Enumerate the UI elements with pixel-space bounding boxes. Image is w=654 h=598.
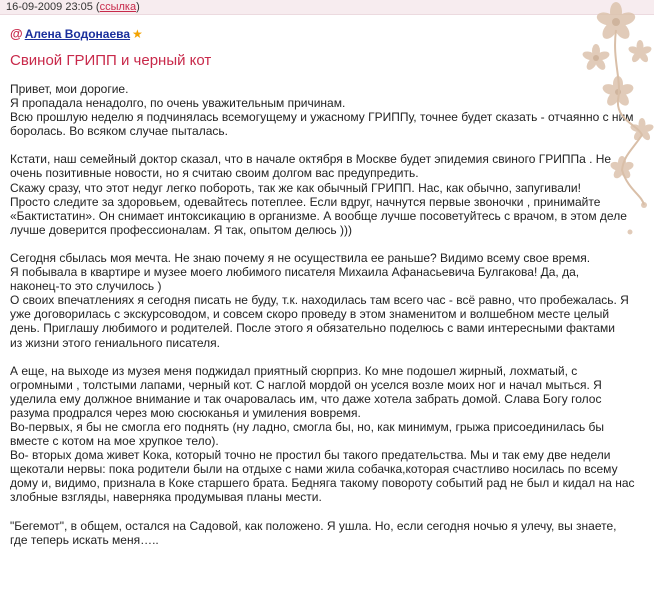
entry-timestamp: 16-09-2009 23:05 (6, 1, 93, 13)
post-paragraph-2: Кстати, наш семейный доктор сказал, что в начале октября в Москве будет эпидемия свиного ГРИППа . Не очень позитивные новости, но я считаю своим долгом вас предупредить. Скажу сразу, что этот недуг легко побороть, так же как обычный ГРИПП. Нас, как обычно, запугивали! Просто следите за здоровьем, одевайтесь потеплее. Если вдруг, начнутся первые звоночки , принимайте «Бактистатин». Он снимает интоксикацию в организме. А вообще лучше посоветуйтесь с врачом, в этом деле лучше доверится профессионалам. Я так, опытом делюсь ))) (10, 152, 627, 237)
flower-ornament-icon (582, 0, 654, 260)
post-body (10, 82, 654, 547)
post-paragraph-5: "Бегемот", в общем, остался на Садовой, как положено. Я ушла. Но, если сегодня ночью я улечу, вы знаете, где теперь искать меня….. (10, 518, 617, 547)
post-title: Свиной ГРИПП и черный кот (10, 52, 212, 69)
star-badge-icon: ★ (132, 27, 143, 41)
permalink-link[interactable]: ссылка (99, 1, 137, 13)
post-paragraph-4: А еще, на выходе из музея меня поджидал приятный сюрприз. Ко мне подошел жирный, лохматый, с огромными , толстыми лапами, черный кот. С наглой мордой он уселся возле моих ног и начал мыться. Я уделила ему должное внимание и так очаровалась им, что даже хотела забрать домой. Слава Богу голос разума продрался через мою сюсюканья и умиления вовремя. Во-первых, я бы не смогла его поднять (ну ладно, смогла бы, но, как минимум, грыжа присоединилась бы вместе с котом на мое хрупкое тело). Во- вторых дома живет Кока, который точно не простил бы такого предательства. Мы и так ему две недели щекотали нервы: пока родители были на отдыхе с нами жила собачка,которая счастливо носилась по всему дому и, видимо, признала в Коке старшего брата. Бедняга такому повороту событий рад не был и кидал на нас злобные взгляды, наверняка продумывая планы мести. (10, 363, 635, 505)
author-name-link[interactable]: Алена Водонаева (24, 27, 131, 41)
user-at-icon: @ (10, 26, 23, 41)
entry-header-bar (0, 0, 654, 15)
link-open-paren: ( (95, 1, 100, 13)
link-close-paren: ) (136, 1, 140, 13)
entry-date (6, 0, 140, 14)
author-line (10, 27, 143, 41)
post-paragraph-1: Привет, мои дорогие. Я пропадала ненадолго, по очень уважительным причинам. Всю прошлую неделю я подчинялась всемогущему и ужасному ГРИППу, точнее будет сказать - отчаянно с ним боролась. Во всяком случае пыталась. (10, 82, 634, 139)
post-paragraph-3: Сегодня сбылась моя мечта. Не знаю почему я не осуществила ее раньше? Видимо всему свое время. Я побывала в квартире и музее моего любимого писателя Михаила Афанасьевича Булгакова! Да, да, наконец-то это случилось ) О своих впечатлениях я сегодня писать не буду, т.к. находилась там всего час - всё равно, что пробежалась. Я уже договорилась с экскурсоводом, и совсем скоро проведу в этом знаменитом и волшебном месте целый день. Приглашу любимого и родителей. После этого я обязательно поделюсь с вами интересными фактами из жизни этого гениального писателя. (10, 250, 629, 350)
